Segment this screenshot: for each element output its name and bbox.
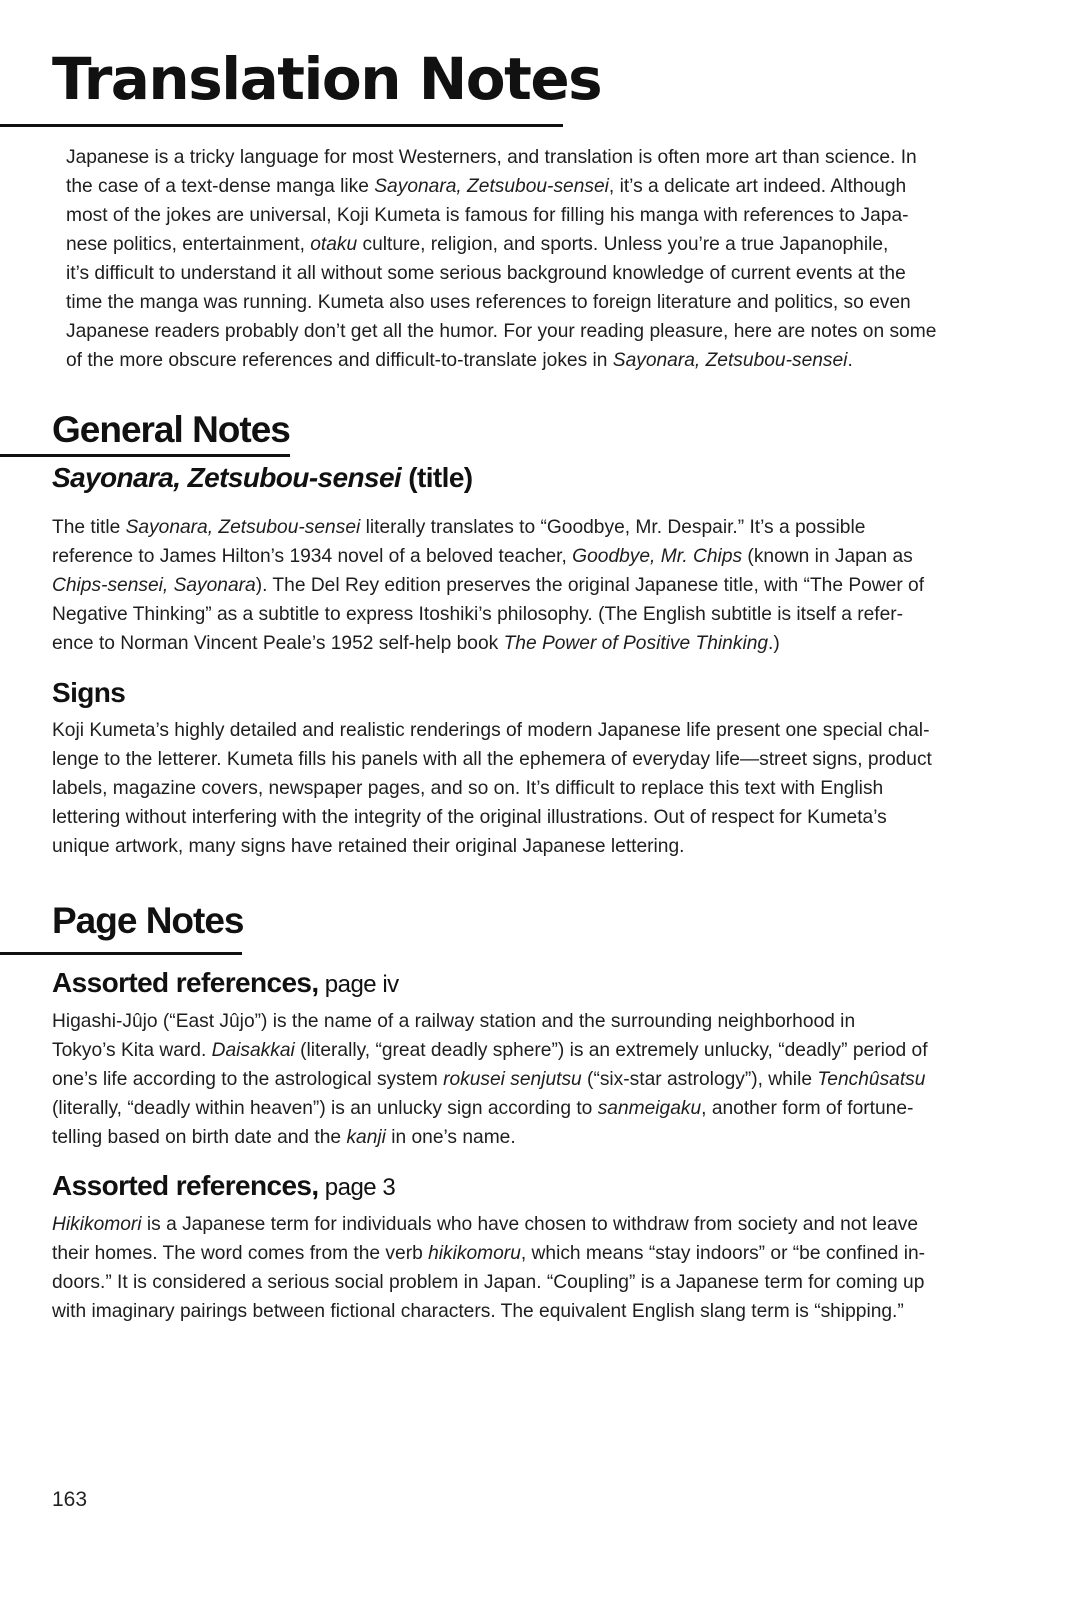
general-notes-rule: [0, 454, 290, 457]
italic-term: Tenchûsatsu: [817, 1069, 926, 1090]
italic-term: rokusei senjutsu: [443, 1069, 582, 1090]
text-run: is a Japanese term for individuals who have chosen to withdraw from society and not leave: [141, 1214, 919, 1235]
text-line: [66, 172, 936, 201]
text-run: in one’s name.: [385, 1127, 516, 1148]
text-run: Higashi-Jûjo (“East Jûjo”) is the name of a railway station and the surrounding neighborhood in: [52, 1011, 856, 1032]
text-run: nese politics, entertainment,: [66, 234, 311, 255]
text-run: Koji Kumeta’s highly detailed and realistic renderings of modern Japanese life present one special chal-: [52, 720, 930, 741]
italic-term: Sayonara, Zetsubou-sensei: [374, 176, 609, 197]
text-line: [52, 1268, 925, 1297]
text-run: .): [768, 633, 780, 654]
note-page-3-paragraph: [52, 1210, 925, 1326]
text-line: [66, 143, 936, 172]
italic-term: Hikikomori: [52, 1214, 142, 1235]
text-line: [52, 774, 932, 803]
italic-term: The Power of Positive Thinking: [503, 633, 769, 654]
text-line: [52, 571, 924, 600]
text-line: [52, 1065, 928, 1094]
text-line: [52, 600, 924, 629]
text-line: [66, 346, 936, 375]
text-run: the case of a text-dense manga like: [66, 176, 375, 197]
note-page-3-page-label: page 3: [318, 1174, 396, 1201]
text-run: unique artwork, many signs have retained their original Japanese lettering.: [52, 836, 685, 857]
text-line: [52, 1210, 925, 1239]
text-run: , it’s a delicate art indeed. Although: [608, 176, 907, 197]
italic-term: hikikomoru: [428, 1243, 521, 1264]
text-run: their homes. The word comes from the verb: [52, 1243, 429, 1264]
text-line: [52, 1239, 925, 1268]
text-run: lenge to the letterer. Kumeta fills his panels with all the ephemera of everyday life—street signs, product: [52, 749, 932, 770]
text-run: .: [847, 350, 853, 371]
page-notes-rule: [0, 952, 242, 955]
text-run: lettering without interfering with the integrity of the original illustrations. Out of respect for Kumeta’s: [52, 807, 887, 828]
title-rule: [0, 124, 563, 127]
text-run: culture, religion, and sports. Unless you’re a true Japanophile,: [357, 234, 889, 255]
note-page-iv-page-label: page iv: [318, 971, 399, 998]
title-note-heading-italic: Sayonara, Zetsubou-sensei: [52, 462, 402, 493]
title-note-paragraph: [52, 513, 924, 658]
text-run: literally translates to “Goodbye, Mr. Despair.” It’s a possible: [360, 517, 866, 538]
italic-term: sanmeigaku: [597, 1098, 702, 1119]
note-page-iv-heading: [52, 966, 399, 1002]
text-line: [66, 317, 936, 346]
text-run: Japanese readers probably don’t get all the humor. For your reading pleasure, here are notes on some: [66, 321, 937, 342]
text-run: doors.” It is considered a serious social problem in Japan. “Coupling” is a Japanese term for coming up: [52, 1272, 925, 1293]
text-run: reference to James Hilton’s 1934 novel of a beloved teacher,: [52, 546, 573, 567]
text-line: [52, 716, 932, 745]
text-line: [52, 542, 924, 571]
text-run: telling based on birth date and the: [52, 1127, 347, 1148]
text-run: (known in Japan as: [742, 546, 913, 567]
italic-term: Daisakkai: [211, 1040, 295, 1061]
italic-term: otaku: [310, 234, 358, 255]
italic-term: Sayonara, Zetsubou-sensei: [612, 350, 848, 371]
text-run: Tokyo’s Kita ward.: [52, 1040, 212, 1061]
text-run: Negative Thinking” as a subtitle to express Itoshiki’s philosophy. (The English subtitle is itself a refer-: [52, 604, 904, 625]
text-run: (literally, “great deadly sphere”) is an extremely unlucky, “deadly” period of: [294, 1040, 928, 1061]
text-run: most of the jokes are universal, Koji Kumeta is famous for filling his manga with references to Japa-: [66, 205, 909, 226]
note-page-3-heading: [52, 1169, 395, 1205]
note-page-3-heading-bold: Assorted references,: [52, 1170, 319, 1201]
italic-term: Chips-sensei, Sayonara: [52, 575, 256, 596]
text-run: (“six-star astrology”), while: [581, 1069, 818, 1090]
text-run: of the more obscure references and difficult-to-translate jokes in: [66, 350, 613, 371]
text-line: [52, 803, 932, 832]
text-run: (literally, “deadly within heaven”) is an unlucky sign according to: [52, 1098, 598, 1119]
note-page-iv-heading-bold: Assorted references,: [52, 967, 319, 998]
note-page-iv-paragraph: [52, 1007, 928, 1152]
text-line: [66, 288, 936, 317]
text-run: labels, magazine covers, newspaper pages, and so on. It’s difficult to replace this text with English: [52, 778, 884, 799]
page-notes-heading: Page Notes: [52, 900, 244, 941]
text-run: Japanese is a tricky language for most Westerners, and translation is often more art than science. In: [66, 147, 917, 168]
text-run: with imaginary pairings between fictional characters. The equivalent English slang term is “shipping.”: [52, 1301, 904, 1322]
general-notes-heading: General Notes: [52, 409, 290, 450]
text-line: [66, 259, 936, 288]
title-note-heading-rest: (title): [401, 462, 473, 493]
page-title: Translation Notes: [52, 45, 602, 113]
text-line: [66, 201, 936, 230]
text-run: time the manga was running. Kumeta also uses references to foreign literature and politics, so even: [66, 292, 911, 313]
text-run: ). The Del Rey edition preserves the original Japanese title, with “The Power of: [255, 575, 925, 596]
text-line: [52, 832, 932, 861]
text-run: , another form of fortune-: [701, 1098, 914, 1119]
italic-term: kanji: [346, 1127, 386, 1148]
intro-paragraph: [66, 143, 936, 375]
text-run: The title: [52, 517, 126, 538]
text-run: one’s life according to the astrological system: [52, 1069, 444, 1090]
text-line: [52, 1094, 928, 1123]
text-line: [52, 745, 932, 774]
text-line: [52, 1007, 928, 1036]
italic-term: Sayonara, Zetsubou-sensei: [125, 517, 361, 538]
title-note-heading: [52, 461, 473, 495]
text-run: , which means “stay indoors” or “be confined in-: [520, 1243, 926, 1264]
text-line: [52, 513, 924, 542]
text-line: [52, 1297, 925, 1326]
text-line: [52, 1123, 928, 1152]
page-number: 163: [52, 1488, 88, 1511]
signs-heading: Signs: [52, 677, 126, 708]
text-line: [52, 1036, 928, 1065]
text-run: ence to Norman Vincent Peale’s 1952 self-help book: [52, 633, 504, 654]
text-line: [52, 629, 924, 658]
text-run: it’s difficult to understand it all without some serious background knowledge of current events at the: [66, 263, 906, 284]
signs-paragraph: [52, 716, 932, 861]
text-line: [66, 230, 936, 259]
italic-term: Goodbye, Mr. Chips: [572, 546, 743, 567]
